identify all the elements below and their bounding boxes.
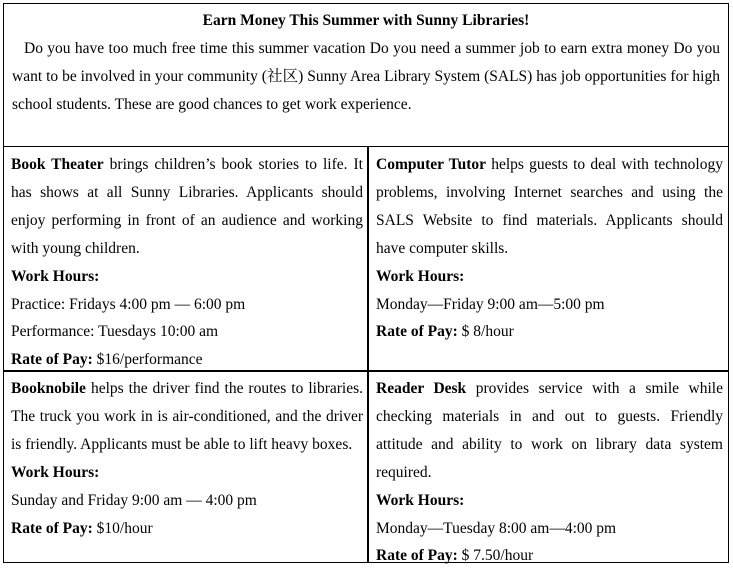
work-hours-line: Monday—Friday 9:00 am—5:00 pm: [376, 295, 605, 313]
rate-of-pay-label: Rate of Pay:: [11, 351, 93, 369]
work-hours-line: Practice: Fridays 4:00 pm — 6:00 pm: [11, 295, 246, 313]
job-description-text: provides service with a smile while checking materials in and out to guests. Friendly attitude and ability to work on library data system required.: [376, 380, 723, 481]
work-hours-line: Performance: Tuesdays 10:00 am: [11, 323, 219, 341]
job-cell-reader-desk: [369, 372, 727, 570]
rate-of-pay-label: Rate of Pay:: [11, 519, 93, 537]
work-hours-line: Monday—Tuesday 8:00 am—4:00 pm: [376, 519, 617, 537]
rate-of-pay-label: Rate of Pay:: [376, 547, 458, 565]
work-hours-line: Sunday and Friday 9:00 am — 4:00 pm: [11, 491, 257, 509]
rate-of-pay-label: Rate of Pay:: [376, 323, 458, 341]
job-cell-booknobile: [4, 372, 367, 542]
rate-of-pay: [11, 515, 363, 543]
job-name: Computer Tutor: [376, 156, 486, 173]
notice-header: [4, 4, 728, 147]
work-hours-label: Work Hours:: [376, 267, 465, 285]
job-notice-table: [3, 3, 729, 563]
work-hours-label: Work Hours:: [11, 463, 100, 481]
job-cell-computer-tutor: [369, 148, 727, 346]
job-name: Book Theater: [11, 156, 104, 173]
job-description: [376, 375, 723, 487]
rate-of-pay: [11, 346, 363, 374]
job-description-text: brings children’s book stories to life. It has shows at all Sunny Libraries. Applicants should enjoy performing in front of an audience and working with young children.: [11, 156, 363, 257]
job-description-text: helps guests to deal with technology problems, involving Internet searches and using the SALS Website to find materials. Applicants should have computer skills.: [376, 156, 723, 257]
job-name: Reader Desk: [376, 380, 467, 397]
job-cell-book-theater: [4, 148, 367, 374]
rate-of-pay-value: $ 8/hour: [457, 323, 514, 341]
rate-of-pay: [376, 318, 723, 346]
work-hours-label: Work Hours:: [376, 491, 465, 509]
job-description: [11, 375, 363, 459]
rate-of-pay-value: $10/hour: [92, 519, 153, 537]
rate-of-pay-value: $ 7.50/hour: [457, 547, 534, 565]
notice-title: Earn Money This Summer with Sunny Libraries!: [202, 12, 530, 29]
rate-of-pay-value: $16/performance: [92, 351, 203, 369]
work-hours-label: Work Hours:: [11, 267, 100, 285]
job-name: Booknobile: [11, 380, 86, 397]
job-description: [11, 151, 363, 263]
notice-intro: Do you have too much free time this summer vacation Do you need a summer job to earn extra money Do you want to be involved in your community (社区) Sunny Area Library System (SALS) has job opportunities for high school students. These are good chances to get work experience.: [12, 40, 720, 113]
job-description-text: helps the driver find the routes to libraries. The truck you work in is air-conditioned, and the driver is friendly. Applicants must be able to lift heavy boxes.: [11, 380, 363, 453]
job-description: [376, 151, 723, 263]
